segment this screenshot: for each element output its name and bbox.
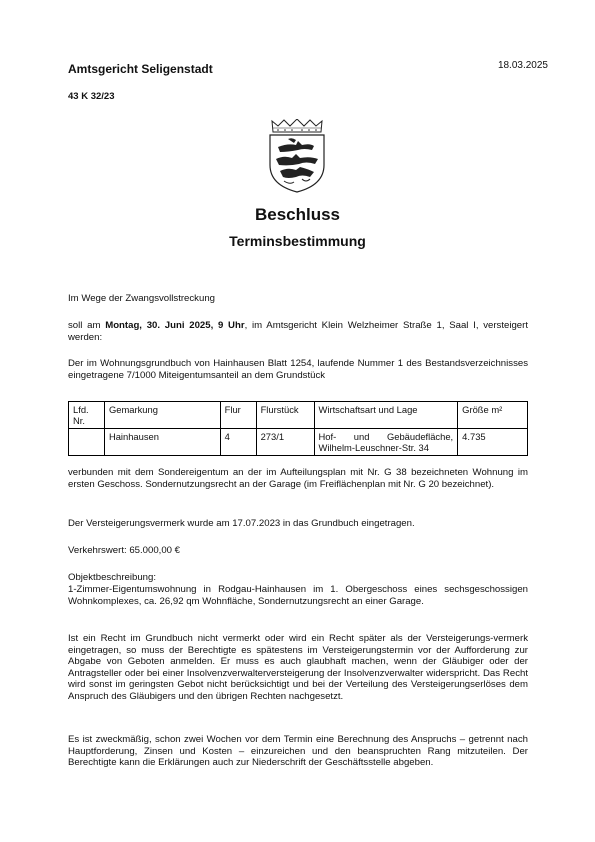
intro-paragraph: Im Wege der Zwangsvollstreckung <box>68 293 215 304</box>
table-cell <box>69 429 105 456</box>
advice-paragraph: Es ist zweckmäßig, schon zwei Wochen vor dem Termin eine Berechnung des Anspruchs – getrennt nach Hauptforderung, Zinsen und Kosten – einzureichen und den beanspruchten Rang mitzuteilen. Der Berechtigte kann die Erklärungen auch zur Niederschrift der Geschäftsstelle abgeben. <box>68 734 528 768</box>
table-cell: 4.735 <box>458 429 528 456</box>
court-name: Amtsgericht Seligenstadt <box>68 62 213 76</box>
table-header-cell: Flur <box>220 402 256 429</box>
auction-date-pre: soll am <box>68 320 106 331</box>
auction-date-paragraph <box>68 320 528 343</box>
auction-date-post: , im Amtsgericht Klein Welzheimer Straße 1, Saal I, versteigert werden: <box>68 320 529 343</box>
auction-date: Montag, 30. Juni 2025, 9 Uhr <box>105 320 245 331</box>
case-number: 43 K 32/23 <box>68 91 115 102</box>
rights-paragraph: Ist ein Recht im Grundbuch nicht vermerkt oder wird ein Recht später als der Versteigerungs-vermerk eingetragen, so muss der Berechtigte es spätestens im Versteigerungstermin vor der Aufforderung zur Abgabe von Geboten anmelden. Er muss es auch glaubhaft machen, wenn der Gläubiger oder der Antragsteller oder bei einer Insolvenzverwalterversteigerung der Insolvenzverwalter widerspricht. Das Recht wird sonst im geringsten Gebot nicht berücksichtigt und bei der Verteilung des Versteigerungserlöses dem Anspruch des Gläubigers und den übrigen Rechten nachgesetzt. <box>68 633 528 702</box>
table-cell: Hof- und Gebäudefläche, Wilhelm-Leuschner-Str. 34 <box>314 429 458 456</box>
hessen-coat-of-arms-icon <box>266 119 328 193</box>
table-header-cell: Flurstück <box>256 402 314 429</box>
table-header-cell: Wirtschaftsart und Lage <box>314 402 458 429</box>
registration-paragraph: Der Versteigerungsvermerk wurde am 17.07.2023 in das Grundbuch eingetragen. <box>68 518 415 529</box>
table-cell: 4 <box>220 429 256 456</box>
object-intro-paragraph: Der im Wohnungsgrundbuch von Hainhausen Blatt 1254, laufende Nummer 1 des Bestandsverzeichnisses eingetragene 7/1000 Miteigentumsanteil an dem Grundstück <box>68 358 528 381</box>
table-header-cell: Lfd. Nr. <box>69 402 105 429</box>
table-header-row <box>69 402 528 429</box>
after-table-paragraph: verbunden mit dem Sondereigentum an der im Aufteilungsplan mit Nr. G 38 bezeichneten Wohnung im ersten Geschoss. Sondernutzungsrecht an der Garage (im Freiflächenplan mit Nr. G 20 bezeichnet). <box>68 467 528 490</box>
table-cell: Hainhausen <box>104 429 220 456</box>
table-row <box>69 429 528 456</box>
document-title: Beschluss <box>254 205 341 224</box>
market-value: Verkehrswert: 65.000,00 € <box>68 545 180 556</box>
document-subtitle: Terminsbestimmung <box>229 233 366 249</box>
property-table <box>68 401 528 456</box>
description-paragraph: 1-Zimmer-Eigentumswohnung in Rodgau-Hainhausen im 1. Obergeschoss eines sechsgeschossigen Wohnkomplexes, ca. 26,92 qm Wohnfläche, Sondernutzungsrecht an einer Garage. <box>68 584 528 607</box>
table-header-cell: Gemarkung <box>104 402 220 429</box>
table-header-cell: Größe m² <box>458 402 528 429</box>
description-label: Objektbeschreibung: <box>68 572 156 583</box>
document-date: 18.03.2025 <box>497 60 548 71</box>
table-cell: 273/1 <box>256 429 314 456</box>
